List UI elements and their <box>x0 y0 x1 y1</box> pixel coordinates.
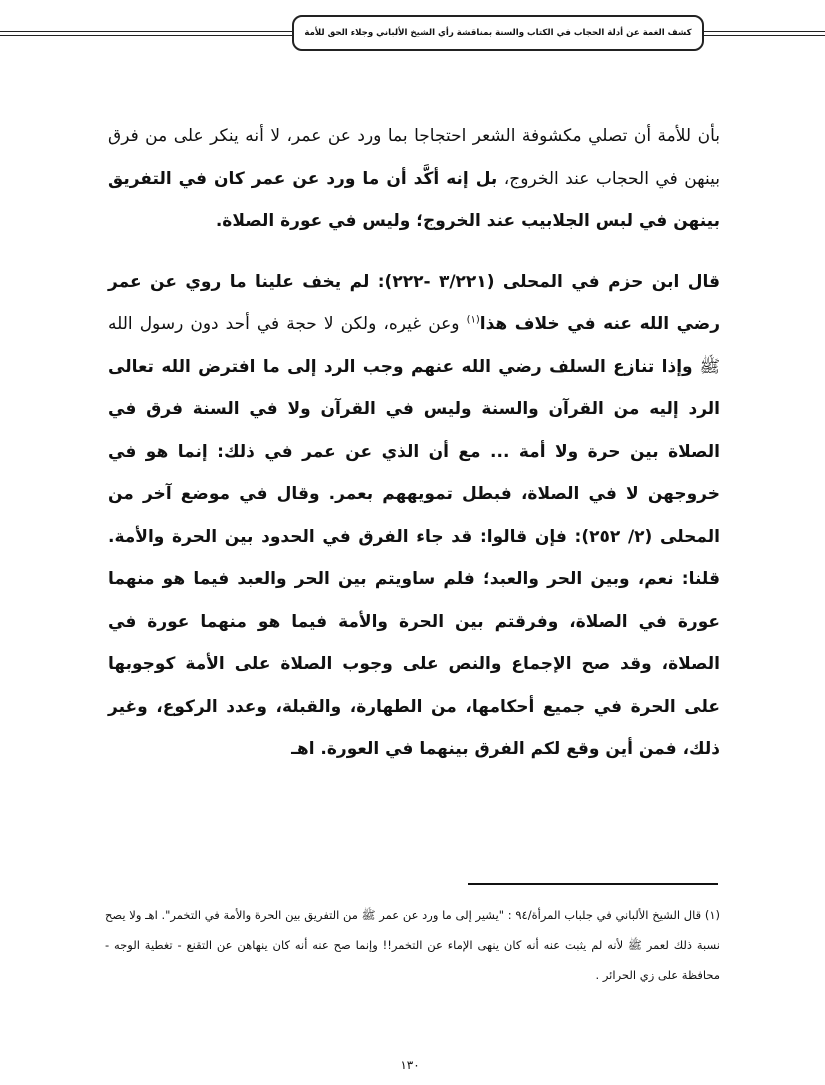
footnote-marker[interactable]: (١) <box>466 314 480 326</box>
page-number: ١٣٠ <box>400 1058 420 1072</box>
paragraph-2-quote-intro: قال ابن حزم في المحلى (٣/٢٢١ -٢٢٢): لم يخف علينا ما روي عن عمر رضي الله عنه في خلاف هذا <box>108 271 721 334</box>
paragraph-1-bold-text: بل إنه أكَّد أن ما ورد عن عمر كان في التفريق بينهن في لبس الجلابيب عند الخروج؛ وليس في عورة الصلاة. <box>108 168 720 231</box>
running-header-title: كشف الغمة عن أدلة الحجاب في الكتاب والسنة بمناقشة رأي الشيخ الألباني وجلاء الحق للأمة <box>304 28 692 38</box>
footnote-separator <box>468 883 718 885</box>
paragraph-2-bold-text: وإذا تنازع السلف رضي الله عنهم وجب الرد إلى ما افترض الله تعالى الرد إليه من القرآن والسنة وليس في القرآن ولا في السنة فرق في الصلاة بين حرة ولا أمة ... مع أن الذي عن عمر في ذلك: إنما هو في خروجهن لا في الصلاة، فبطل تمويههم بعمر. وقال في موضع آخر من المحلى (٢/ ٢٥٢): فإن قالوا: قد جاء الفرق في الحدود بين الحرة والأمة. قلنا: نعم، وبين الحر والعبد؛ فلم ساويتم بين الحر والعبد فيما هو منهما عورة في الصلاة، وفرقتم بين الحرة والأمة فيما هو منهما عورة في الصلاة، وقد صح الإجماع والنص على وجوب الصلاة على الأمة كوجوبها على الحرة في جميع أحكامها، من الطهارة، والقبلة، وعدد الركوع، وغير ذلك، فمن أين وقع لكم الفرق بينهما في العورة. اهـ <box>108 356 721 759</box>
paragraph-1 <box>108 115 720 243</box>
body-text <box>108 115 720 771</box>
running-header <box>292 15 704 51</box>
paragraph-1-text: بأن للأمة أن تصلي مكشوفة الشعر احتجاجا بما ورد عن عمر، لا أنه ينكر على من فرق بينهن في الحجاب عند الخروج، <box>108 126 720 189</box>
paragraph-2 <box>108 261 720 771</box>
footnote: (١) قال الشيخ الألباني في جلباب المرأة/٩٤ : "يشير إلى ما ورد عن عمر ﷺ من التفريق بين الحرة والأمة في التخمر". اهـ ولا يصح نسبة ذلك لعمر ﷺ لأنه لم يثبت عنه أنه كان ينهى الإماء عن التخمر!! وإنما صح عنه أنه كان ينهاهن عن التقنع - تغطية الوجه - محافظة على زي الحرائر . <box>105 908 721 982</box>
paragraph-2-plain-text: وعن غيره، ولكن لا حجة في أحد دون رسول الله ﷺ <box>108 314 720 377</box>
